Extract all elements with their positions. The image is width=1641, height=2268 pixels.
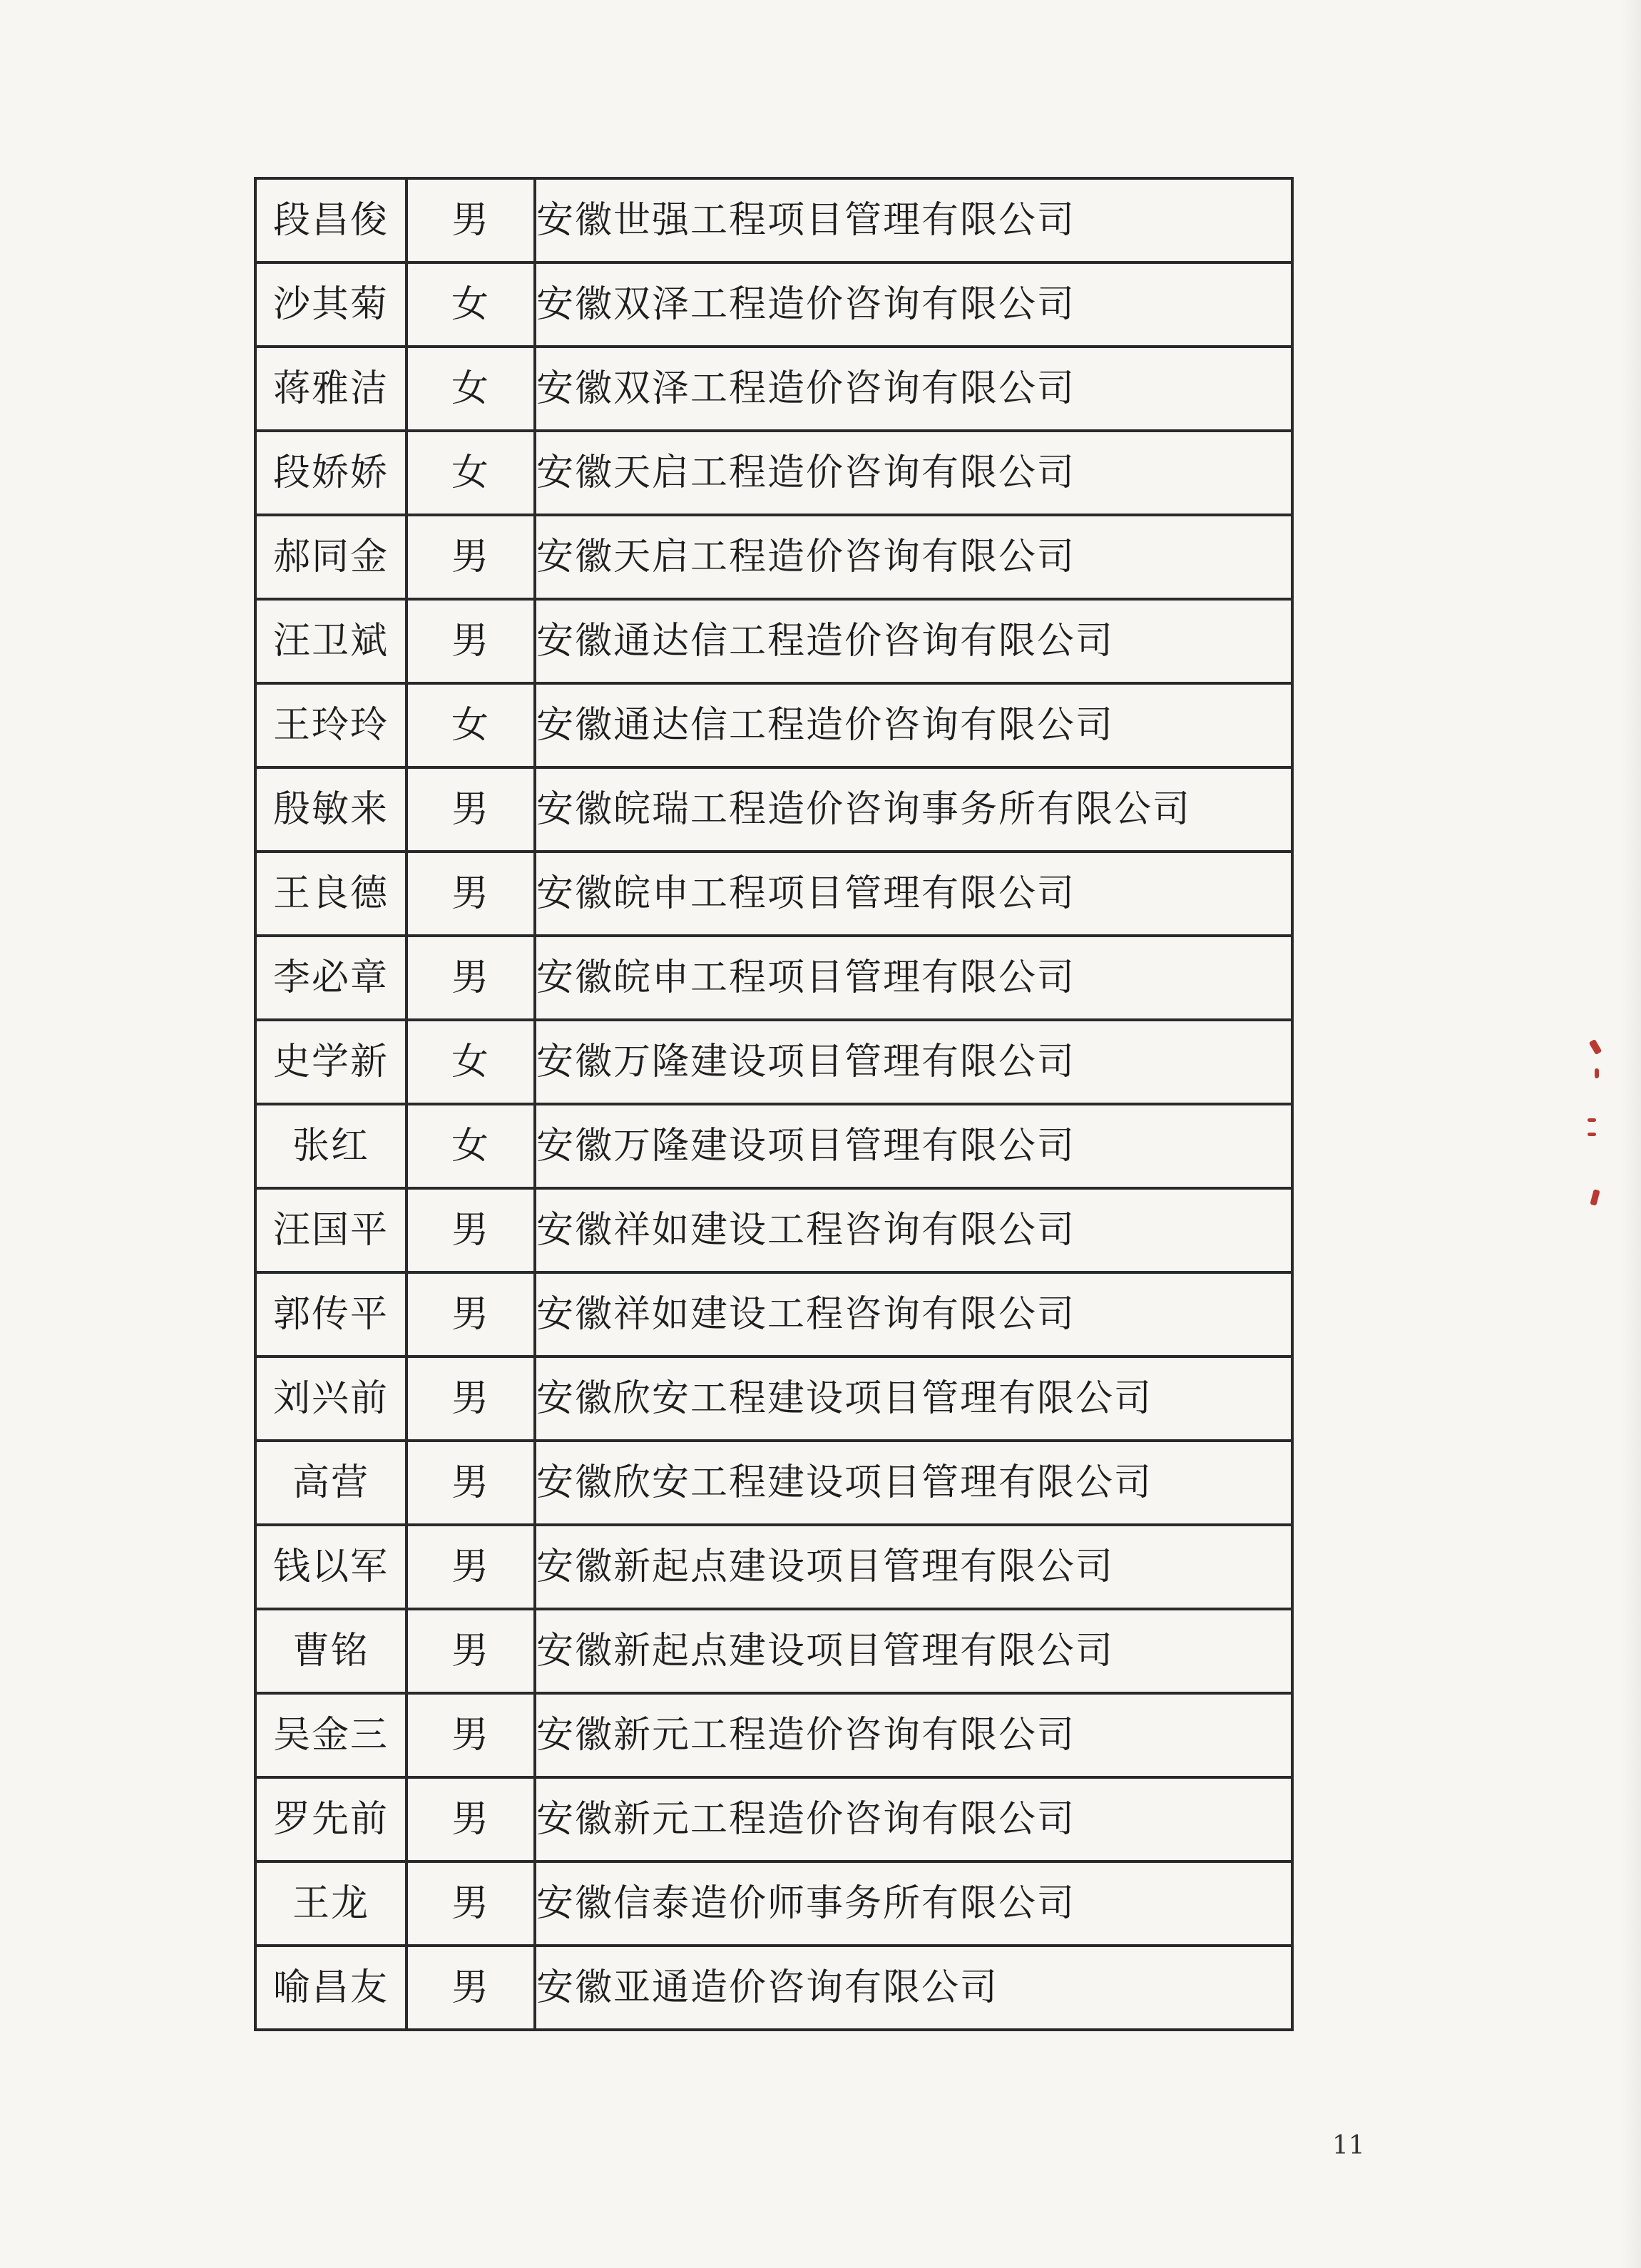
margin-mark — [1595, 1068, 1599, 1078]
person-name-cell: 蒋雅洁 — [255, 347, 407, 431]
gender-cell: 女 — [407, 1020, 535, 1104]
person-name-cell: 钱以军 — [255, 1525, 407, 1609]
page-number: 11 — [1332, 2131, 1365, 2160]
person-name-cell: 段娇娇 — [255, 431, 407, 515]
person-name-cell: 吴金三 — [255, 1693, 407, 1777]
company-cell: 安徽欣安工程建设项目管理有限公司 — [535, 1441, 1292, 1525]
gender-cell: 男 — [407, 1272, 535, 1357]
table-row — [255, 599, 1292, 683]
company-cell: 安徽新元工程造价咨询有限公司 — [535, 1693, 1292, 1777]
company-cell: 安徽双泽工程造价咨询有限公司 — [535, 262, 1292, 347]
company-cell: 安徽祥如建设工程咨询有限公司 — [535, 1188, 1292, 1272]
gender-cell: 女 — [407, 262, 535, 347]
person-name-cell: 喻昌友 — [255, 1946, 407, 2030]
table-row — [255, 1357, 1292, 1441]
gender-cell: 男 — [407, 1525, 535, 1609]
company-cell: 安徽天启工程造价咨询有限公司 — [535, 431, 1292, 515]
person-name-cell: 郭传平 — [255, 1272, 407, 1357]
person-name-cell: 沙其菊 — [255, 262, 407, 347]
gender-cell: 男 — [407, 1609, 535, 1693]
gender-cell: 男 — [407, 178, 535, 262]
gender-cell: 女 — [407, 1104, 535, 1188]
gender-cell: 男 — [407, 1693, 535, 1777]
person-name-cell: 王玲玲 — [255, 683, 407, 767]
gender-cell: 男 — [407, 767, 535, 852]
company-cell: 安徽祥如建设工程咨询有限公司 — [535, 1272, 1292, 1357]
table-row — [255, 262, 1292, 347]
company-cell: 安徽通达信工程造价咨询有限公司 — [535, 599, 1292, 683]
company-cell: 安徽双泽工程造价咨询有限公司 — [535, 347, 1292, 431]
table-row — [255, 683, 1292, 767]
company-cell: 安徽万隆建设项目管理有限公司 — [535, 1104, 1292, 1188]
company-cell: 安徽新起点建设项目管理有限公司 — [535, 1609, 1292, 1693]
table-row — [255, 1441, 1292, 1525]
gender-cell: 女 — [407, 347, 535, 431]
gender-cell: 女 — [407, 683, 535, 767]
company-cell: 安徽天启工程造价咨询有限公司 — [535, 515, 1292, 599]
table-row — [255, 515, 1292, 599]
personnel-table — [254, 177, 1294, 2031]
table-row — [255, 347, 1292, 431]
personnel-table-body — [255, 178, 1292, 2030]
company-cell: 安徽信泰造价师事务所有限公司 — [535, 1861, 1292, 1946]
table-row — [255, 1104, 1292, 1188]
person-name-cell: 罗先前 — [255, 1777, 407, 1861]
gender-cell: 男 — [407, 1188, 535, 1272]
company-cell: 安徽通达信工程造价咨询有限公司 — [535, 683, 1292, 767]
table-row — [255, 852, 1292, 936]
company-cell: 安徽万隆建设项目管理有限公司 — [535, 1020, 1292, 1104]
margin-mark — [1588, 1133, 1596, 1136]
person-name-cell: 郝同金 — [255, 515, 407, 599]
table-row — [255, 1188, 1292, 1272]
table-row — [255, 178, 1292, 262]
table-row — [255, 1272, 1292, 1357]
table-row — [255, 1525, 1292, 1609]
gender-cell: 男 — [407, 1946, 535, 2030]
table-row — [255, 767, 1292, 852]
company-cell: 安徽皖瑞工程造价咨询事务所有限公司 — [535, 767, 1292, 852]
person-name-cell: 史学新 — [255, 1020, 407, 1104]
person-name-cell: 张红 — [255, 1104, 407, 1188]
person-name-cell: 王良德 — [255, 852, 407, 936]
table-row — [255, 1693, 1292, 1777]
person-name-cell: 李必章 — [255, 936, 407, 1020]
gender-cell: 男 — [407, 1777, 535, 1861]
person-name-cell: 汪国平 — [255, 1188, 407, 1272]
margin-mark — [1589, 1039, 1602, 1055]
person-name-cell: 刘兴前 — [255, 1357, 407, 1441]
person-name-cell: 段昌俊 — [255, 178, 407, 262]
table-row — [255, 936, 1292, 1020]
company-cell: 安徽欣安工程建设项目管理有限公司 — [535, 1357, 1292, 1441]
company-cell: 安徽亚通造价咨询有限公司 — [535, 1946, 1292, 2030]
company-cell: 安徽皖申工程项目管理有限公司 — [535, 852, 1292, 936]
gender-cell: 女 — [407, 431, 535, 515]
company-cell: 安徽世强工程项目管理有限公司 — [535, 178, 1292, 262]
gender-cell: 男 — [407, 1861, 535, 1946]
table-row — [255, 1609, 1292, 1693]
person-name-cell: 王龙 — [255, 1861, 407, 1946]
table-row — [255, 431, 1292, 515]
person-name-cell: 汪卫斌 — [255, 599, 407, 683]
gender-cell: 男 — [407, 1441, 535, 1525]
table-row — [255, 1020, 1292, 1104]
margin-mark — [1590, 1189, 1600, 1206]
company-cell: 安徽新元工程造价咨询有限公司 — [535, 1777, 1292, 1861]
table-row — [255, 1861, 1292, 1946]
gender-cell: 男 — [407, 936, 535, 1020]
gender-cell: 男 — [407, 852, 535, 936]
page-edge — [1621, 0, 1641, 2268]
table-row — [255, 1946, 1292, 2030]
person-name-cell: 殷敏来 — [255, 767, 407, 852]
gender-cell: 男 — [407, 599, 535, 683]
company-cell: 安徽皖申工程项目管理有限公司 — [535, 936, 1292, 1020]
person-name-cell: 高营 — [255, 1441, 407, 1525]
margin-mark — [1588, 1118, 1596, 1122]
table-row — [255, 1777, 1292, 1861]
person-name-cell: 曹铭 — [255, 1609, 407, 1693]
gender-cell: 男 — [407, 1357, 535, 1441]
company-cell: 安徽新起点建设项目管理有限公司 — [535, 1525, 1292, 1609]
gender-cell: 男 — [407, 515, 535, 599]
